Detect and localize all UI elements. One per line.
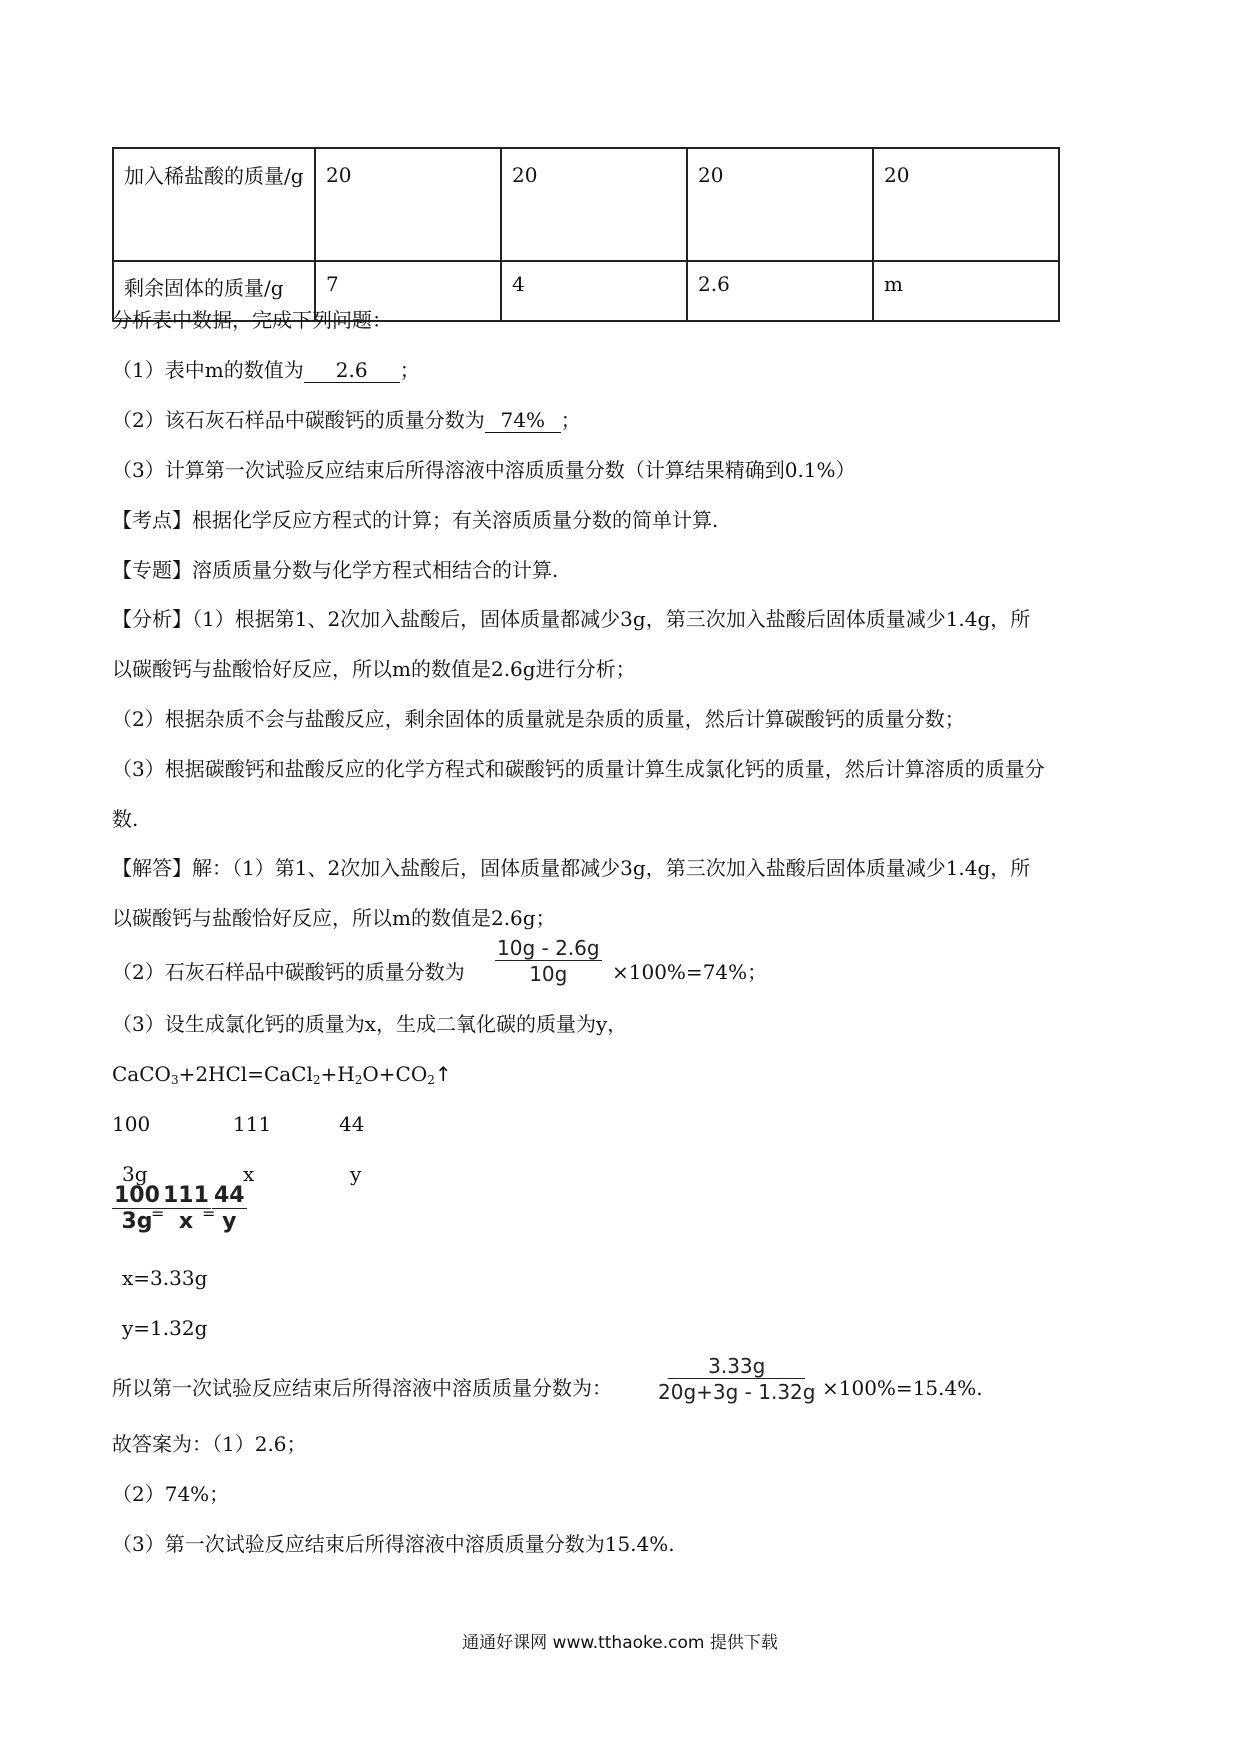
ratio-numerator: 44 (214, 1183, 245, 1208)
fenxi-line-4: （3）根据碳酸钙和盐酸反应的化学方程式和碳酸钙的质量计算生成氯化钙的质量，然后计算溶质的质量分 (112, 757, 1045, 781)
answer-lead: 故答案为：（1）2.6； (112, 1432, 307, 1456)
question-1-answer: 2.6 (304, 358, 400, 383)
question-2-answer: 74% (485, 408, 561, 433)
fenxi-line-2: 以碳酸钙与盐酸恰好反应，所以m的数值是2.6g进行分析； (112, 657, 636, 681)
table-cell: 剩余固体的质量/g (113, 261, 315, 321)
ratio-denominator: y (222, 1209, 237, 1234)
chemical-equation (112, 1060, 452, 1094)
question-1-suffix: ； (399, 358, 420, 382)
fraction-numerator: 3.33g (668, 1354, 805, 1379)
jieda-q2-prefix: （2）石灰石样品中碳酸钙的质量分数为 (112, 960, 465, 984)
equation-part: CaCO (112, 1062, 171, 1086)
ratio-denominator: 3g (121, 1209, 153, 1234)
jieda-text: 解：（1）第1、2次加入盐酸后，固体质量都减少3g，第三次加入盐酸后固体质量减少1.4g，所 (192, 856, 1031, 880)
y-result: y=1.32g (122, 1316, 208, 1340)
jieda-q2-suffix: ×100%=74%； (612, 960, 768, 984)
experiment-table (112, 147, 1060, 322)
question-1-prefix: （1）表中m的数值为 (112, 358, 304, 382)
page-footer: 通通好课网 www.tthaoke.com 提供下载 (462, 1633, 778, 1653)
molar-mass-co2: 44 (339, 1112, 365, 1136)
x-result: x=3.33g (122, 1266, 208, 1290)
table-cell: 加入稀盐酸的质量/g (113, 148, 315, 261)
equation-subscript: 2 (427, 1073, 435, 1087)
fraction-final (656, 1354, 817, 1405)
fenxi-tag: 【分析】 (112, 607, 192, 631)
question-1 (112, 356, 420, 384)
ratio-numerator: 100 (114, 1183, 160, 1208)
equation-part: +H (320, 1062, 355, 1086)
fraction-denominator: 10g (529, 962, 568, 986)
kaodian (112, 506, 718, 534)
table-cell: m (873, 261, 1059, 321)
ratio-equals: = (202, 1204, 216, 1223)
jieda-line-1 (112, 854, 1030, 882)
molar-mass-caco3: 100 (112, 1112, 151, 1136)
table-cell: 20 (315, 148, 501, 261)
ratio-denominator: x (178, 1209, 194, 1234)
equation-subscript: 2 (354, 1073, 363, 1087)
zhuanti (112, 556, 558, 584)
fraction-numerator: 10g - 2.6g (497, 936, 600, 960)
ratio-equals: = (151, 1204, 165, 1223)
variable-y: y (350, 1162, 362, 1186)
fenxi-line-3: （2）根据杂质不会与盐酸反应，剩余固体的质量就是杂质的质量，然后计算碳酸钙的质量分数； (112, 707, 965, 731)
question-3: （3）计算第一次试验反应结束后所得溶液中溶质质量分数（计算结果精确到0.1%） (112, 458, 856, 482)
equation-subscript: 3 (170, 1073, 179, 1087)
table-cell: 7 (315, 261, 501, 321)
jieda-line-2: 以碳酸钙与盐酸恰好反应，所以m的数值是2.6g； (112, 906, 556, 930)
fraction-denominator: 20g+3g - 1.32g (658, 1380, 816, 1404)
table-cell: 20 (873, 148, 1059, 261)
question-2 (112, 406, 581, 434)
jieda-q3-line: （3）设生成氯化钙的质量为x，生成二氧化碳的质量为y， (112, 1012, 628, 1036)
fraction-mass-percent (495, 936, 602, 987)
molar-mass-cacl2: 111 (233, 1112, 272, 1136)
kaodian-tag: 【考点】 (112, 508, 192, 532)
table-row (113, 148, 1059, 261)
zhuanti-text: 溶质质量分数与化学方程式相结合的计算. (192, 558, 559, 582)
ratio-numerator: 111 (163, 1183, 209, 1208)
equation-part: +2HCl=CaCl (178, 1062, 313, 1086)
fenxi-line-1 (112, 605, 1030, 633)
variable-x: x (243, 1162, 255, 1186)
fenxi-line-5: 数. (112, 807, 139, 831)
fenxi-text: （1）根据第1、2次加入盐酸后，固体质量都减少3g，第三次加入盐酸后固体质量减少1.4g，所 (192, 607, 1031, 631)
given-mass: 3g (122, 1162, 148, 1186)
final-suffix: ×100%=15.4%. (822, 1376, 983, 1400)
zhuanti-tag: 【专题】 (112, 558, 192, 582)
ratio-fraction-3 (212, 1184, 247, 1235)
equation-part: O+CO (362, 1062, 428, 1086)
table-cell: 20 (687, 148, 873, 261)
table-cell: 4 (501, 261, 687, 321)
answer-2: （2）74%； (112, 1482, 230, 1506)
equation-subscript: 2 (312, 1073, 321, 1087)
table-cell: 2.6 (687, 261, 873, 321)
intro-text: 分析表中数据，完成下列问题： (112, 308, 392, 332)
jieda-tag: 【解答】 (112, 856, 192, 880)
answer-3: （3）第一次试验反应结束后所得溶液中溶质质量分数为15.4%. (112, 1532, 675, 1556)
question-2-prefix: （2）该石灰石样品中碳酸钙的质量分数为 (112, 408, 485, 432)
question-2-suffix: ； (560, 408, 581, 432)
final-prefix: 所以第一次试验反应结束后所得溶液中溶质质量分数为： (112, 1376, 612, 1400)
table-cell: 20 (501, 148, 687, 261)
gas-arrow-icon: ↑ (434, 1062, 452, 1086)
kaodian-text: 根据化学反应方程式的计算；有关溶质质量分数的简单计算. (192, 508, 719, 532)
